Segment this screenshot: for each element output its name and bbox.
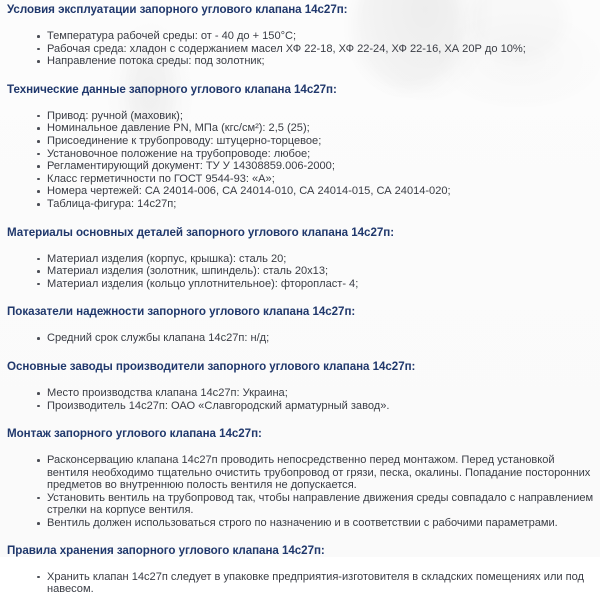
spacer	[7, 211, 596, 225]
list-item: Температура рабочей среды: от - 40 до + 150°С;	[37, 30, 596, 43]
spacer	[7, 374, 596, 387]
section-heading-storage: Правила хранения запорного углового клапана 14с27п:	[7, 543, 325, 557]
list-item: Установить вентиль на трубопровод так, чтобы направление движения среды совпадало с направлением стрелки на корпусе вентиля.	[37, 492, 596, 517]
spacer	[7, 319, 596, 332]
list-reliability	[7, 332, 596, 345]
list-item: Номера чертежей: СА 24014-006, СА 24014-010, СА 24014-015, СА 24014-020;	[37, 185, 596, 198]
spacer	[7, 240, 596, 253]
list-item: Присоединение к трубопроводу: штуцерно-торцевое;	[37, 135, 596, 148]
list-item: Место производства клапана 14с27п: Украина;	[37, 387, 596, 400]
section-heading-installation: Монтаж запорного углового клапана 14с27п:	[7, 427, 262, 441]
list-item: Установочное положение на трубопроводе: любое;	[37, 148, 596, 161]
spacer	[7, 97, 596, 110]
list-item: Средний срок службы клапана 14с27п: н/д;	[37, 332, 596, 345]
section-heading-operating-conditions: Условия эксплуатации запорного углового клапана 14с27п:	[7, 3, 348, 16]
spacer	[7, 17, 596, 30]
section-heading-materials: Материалы основных деталей запорного углового клапана 14с27п:	[7, 225, 395, 239]
spacer	[7, 345, 596, 359]
list-item: Материал изделия (корпус, крышка): сталь 20;	[37, 253, 596, 266]
list-item: Расконсервацию клапана 14с27п проводить непосредственно перед монтажом. Перед установкой вентиля необходимо тщательно очистить трубопровод от грязи, песка, окалины. Попадание посторонних предметов во внутреннюю полость вентиля не допускается.	[37, 454, 596, 492]
list-installation	[7, 454, 596, 530]
list-item: Регламентирующий документ: ТУ У 14308859.006-2000;	[37, 160, 596, 173]
spacer	[7, 68, 596, 82]
list-manufacturers	[7, 387, 596, 412]
list-operating-conditions	[7, 30, 596, 68]
list-item: Номинальное давление PN, МПа (кгс/см²): 2,5 (25);	[37, 122, 596, 135]
spacer	[7, 530, 596, 543]
list-item: Материал изделия (кольцо уплотнительное): фторопласт- 4;	[37, 278, 596, 291]
list-item: Вентиль должен использоваться строго по назначению и в соответствии с рабочими параметрами.	[37, 517, 596, 530]
list-materials	[7, 253, 596, 291]
spacer	[7, 441, 596, 454]
section-heading-manufacturers: Основные заводы производители запорного углового клапана 14с27п:	[7, 359, 416, 373]
section-heading-technical-data: Технические данные запорного углового клапана 14с27п:	[7, 82, 337, 96]
spacer	[7, 558, 596, 571]
list-item: Материал изделия (золотник, шпиндель): сталь 20х13;	[37, 265, 596, 278]
section-heading-reliability: Показатели надежности запорного углового клапана 14с27п:	[7, 305, 356, 319]
list-item: Класс герметичности по ГОСТ 9544-93: «А»;	[37, 173, 596, 186]
list-item: Производитель 14с27п: ОАО «Славгородский арматурный завод».	[37, 400, 596, 413]
spacer	[7, 290, 596, 304]
list-technical-data	[7, 110, 596, 211]
document-content	[7, 2, 596, 596]
list-item: Рабочая среда: хладон с содержанием масел ХФ 22-18, ХФ 22-24, ХФ 22-16, ХА 20Р до 10%;	[37, 43, 596, 56]
list-item: Таблица-фигура: 14с27п;	[37, 198, 596, 211]
list-storage	[7, 571, 596, 596]
list-item: Направление потока среды: под золотник;	[37, 55, 596, 68]
list-item: Хранить клапан 14с27п следует в упаковке предприятия-изготовителя в складских помещениях или под навесом.	[37, 571, 596, 596]
list-item: Привод: ручной (маховик);	[37, 110, 596, 123]
spacer	[7, 412, 596, 426]
